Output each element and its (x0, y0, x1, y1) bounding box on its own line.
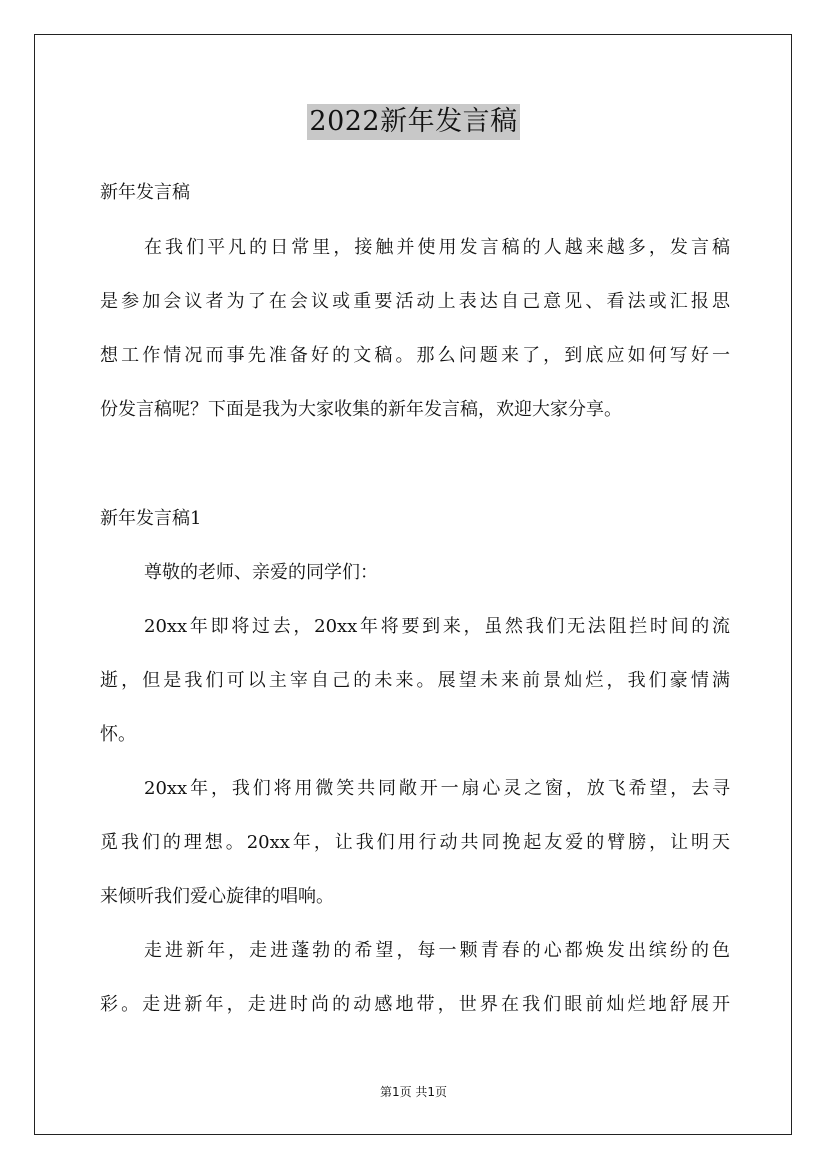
paragraph-line: 走进新年，走进蓬勃的希望，每一颗青春的心都焕发出缤纷的色 (144, 940, 730, 961)
paragraph-line: 逝，但是我们可以主宰自己的未来。展望未来前景灿烂，我们豪情满 (100, 670, 730, 691)
paragraph-line: 20xx年即将过去，20xx年将要到来，虽然我们无法阻拦时间的流 (144, 616, 730, 637)
paragraph-line: 想工作情况而事先准备好的文稿。那么问题来了，到底应如何写好一 (100, 345, 730, 366)
document-title: 2022新年发言稿 (307, 104, 519, 140)
paragraph-line: 怀。 (100, 724, 136, 745)
salutation: 尊敬的老师、亲爱的同学们： (144, 562, 378, 583)
paragraph-line: 份发言稿呢？下面是我为大家收集的新年发言稿，欢迎大家分享。 (100, 399, 622, 420)
section-heading: 新年发言稿1 (100, 508, 202, 529)
section-heading: 新年发言稿 (100, 182, 190, 203)
page-number: 第1页 共1页 (379, 1085, 448, 1099)
paragraph-line: 是参加会议者为了在会议或重要活动上表达自己意见、看法或汇报思 (100, 291, 730, 312)
paragraph-line: 在我们平凡的日常里，接触并使用发言稿的人越来越多，发言稿 (144, 237, 730, 258)
paragraph-line: 彩。走进新年，走进时尚的动感地带，世界在我们眼前灿烂地舒展开 (100, 994, 730, 1015)
title-container (0, 104, 827, 140)
paragraph-line: 来倾听我们爱心旋律的唱响。 (100, 886, 334, 907)
paragraph-line: 20xx年，我们将用微笑共同敞开一扇心灵之窗，放飞希望，去寻 (144, 778, 730, 799)
paragraph-line: 觅我们的理想。20xx年，让我们用行动共同挽起友爱的臂膀，让明天 (100, 832, 730, 853)
